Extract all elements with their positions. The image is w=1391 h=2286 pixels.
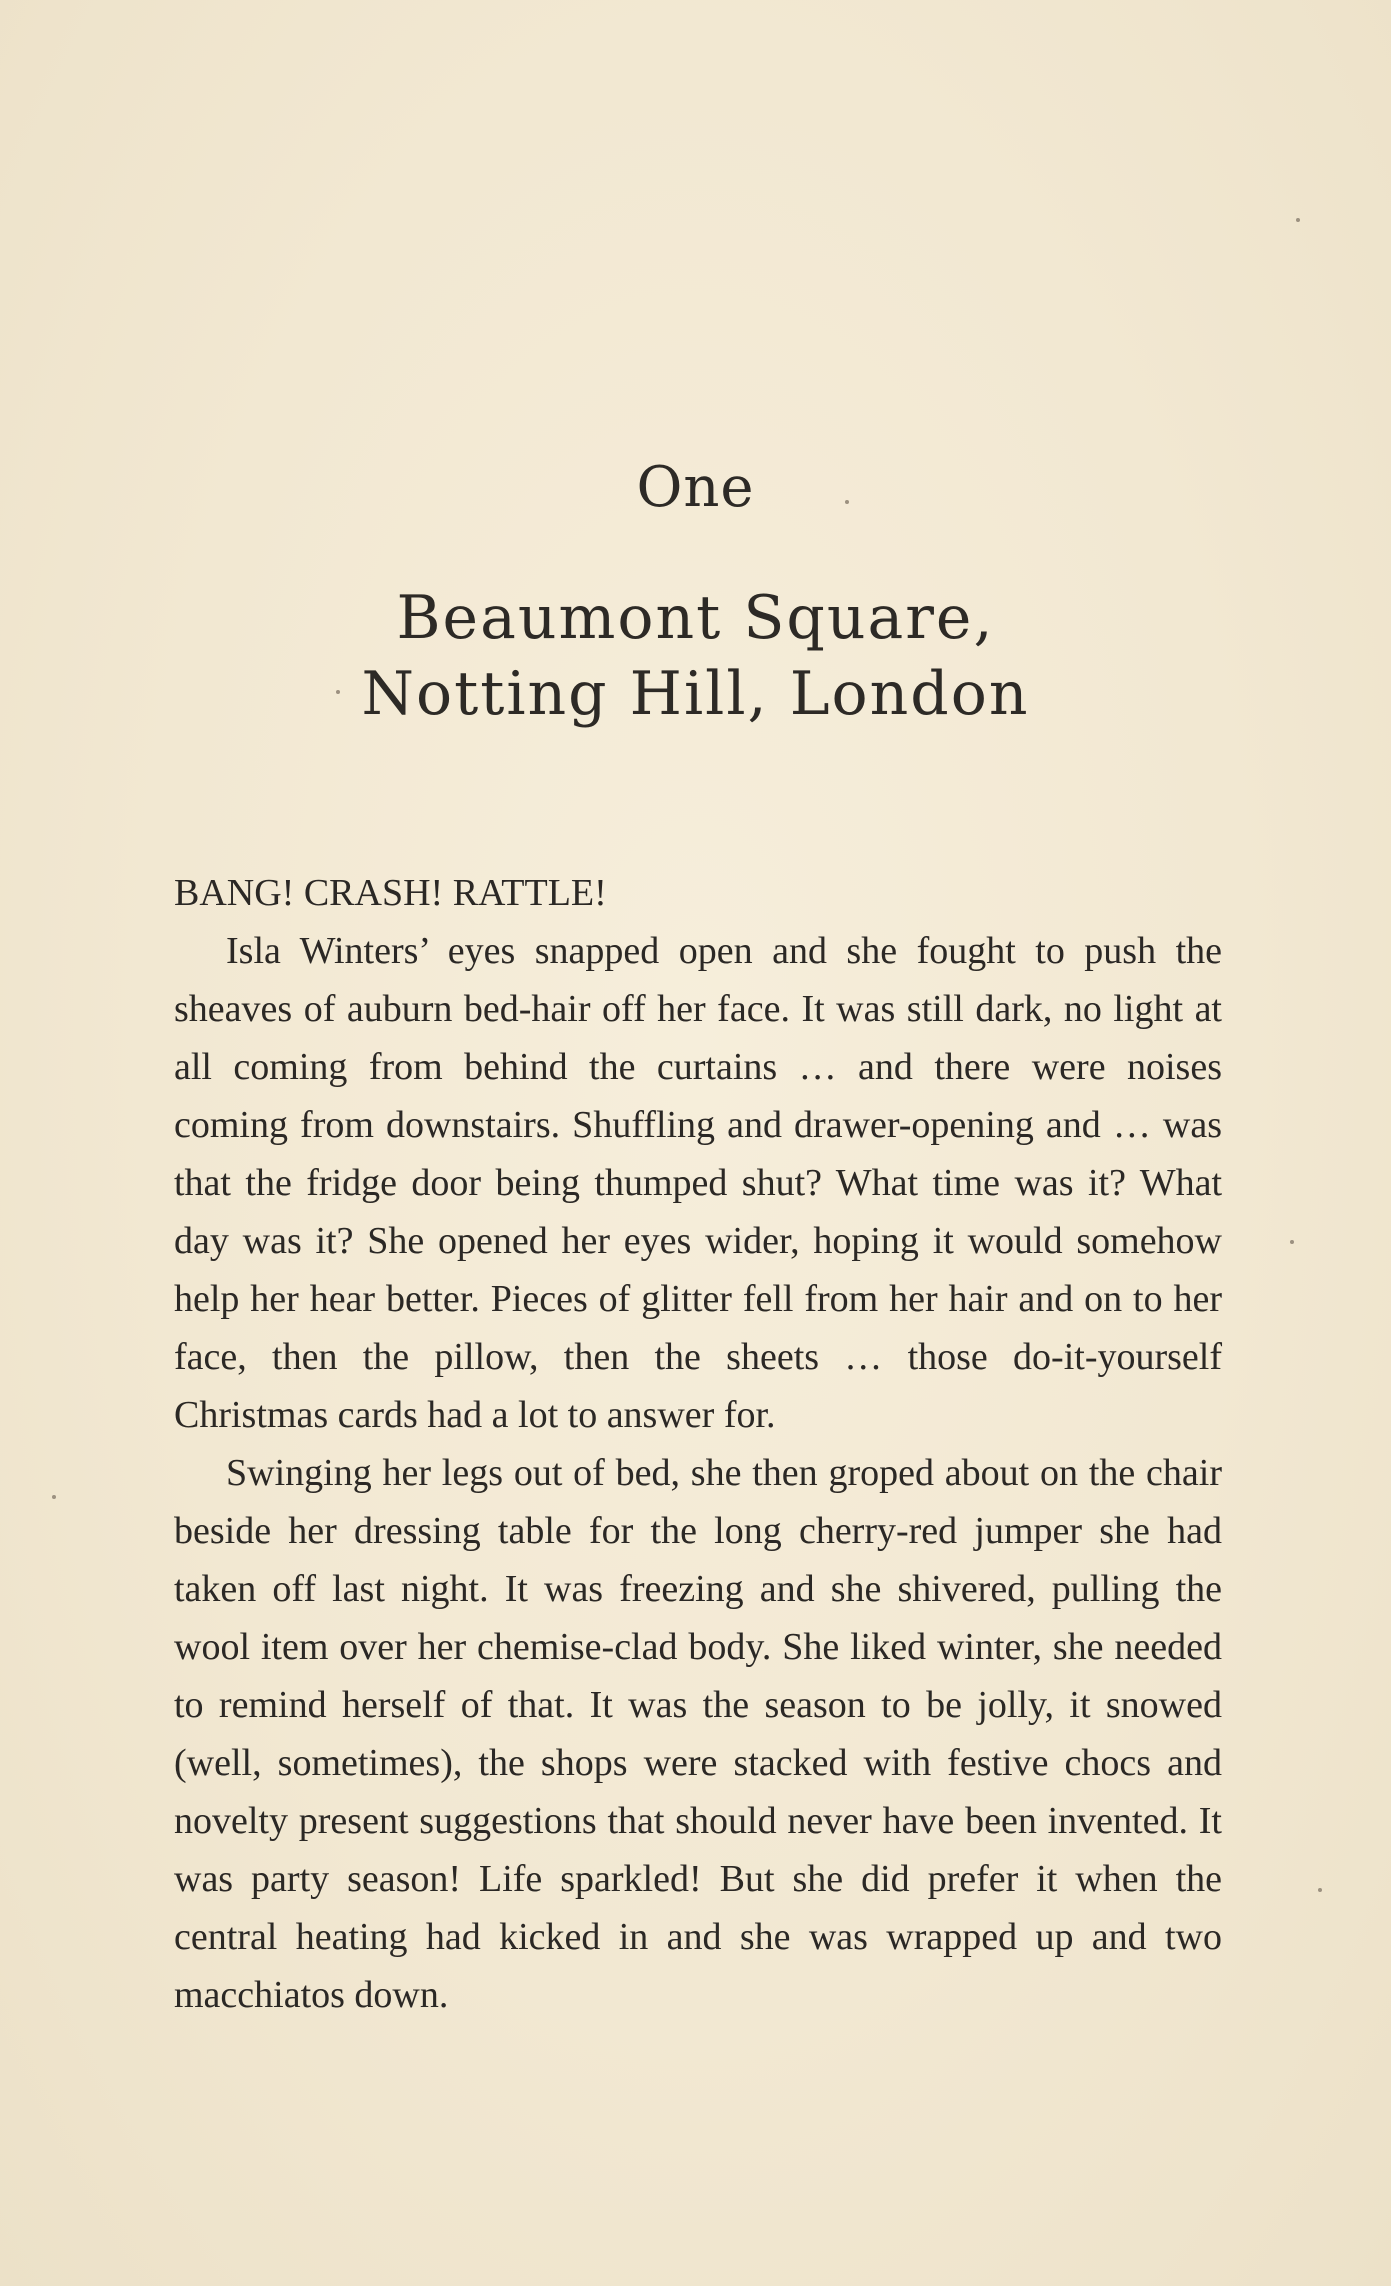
- paper-speck: [52, 1495, 56, 1499]
- paper-speck: [1318, 1888, 1322, 1892]
- chapter-title: [0, 580, 1391, 732]
- paragraph: BANG! CRASH! RATTLE!: [174, 872, 607, 914]
- paper-speck: [1290, 1240, 1294, 1244]
- chapter-number: One: [636, 455, 755, 520]
- paper-speck: [1296, 218, 1300, 222]
- paragraph: Swinging her legs out of bed, she then groped about on the chair beside her dressing table for the long cherry-red jumper she had taken off last night. It was freezing and she shivered, pulling the wool item over her chemise-clad body. She liked winter, she needed to remind herself of that. It was the season to be jolly, it snowed (well, sometimes), the shops were stacked with festive chocs and novelty present suggestions that should never have been invented. It was party season! Life sparkled! But she did prefer it when the central heating had kicked in and she was wrapped up and two macchiatos down.: [174, 1452, 1222, 2016]
- chapter-title-line-2: Notting Hill, London: [361, 659, 1030, 729]
- paragraph: Isla Winters’ eyes snapped open and she fought to push the sheaves of auburn bed-hair off her face. It was still dark, no light at all coming from behind the curtains … and there were noises coming from downstairs. Shuffling and drawer-opening and … was that the fridge door being thumped shut? What time was it? What day was it? She opened her eyes wider, hoping it would somehow help her hear better. Pieces of glitter fell from her hair and on to her face, then the pillow, then the sheets … those do-it-yourself Christmas cards had a lot to answer for.: [174, 930, 1222, 1436]
- chapter-title-line-1: Beaumont Square,: [396, 583, 995, 653]
- body-text: [174, 864, 1222, 2024]
